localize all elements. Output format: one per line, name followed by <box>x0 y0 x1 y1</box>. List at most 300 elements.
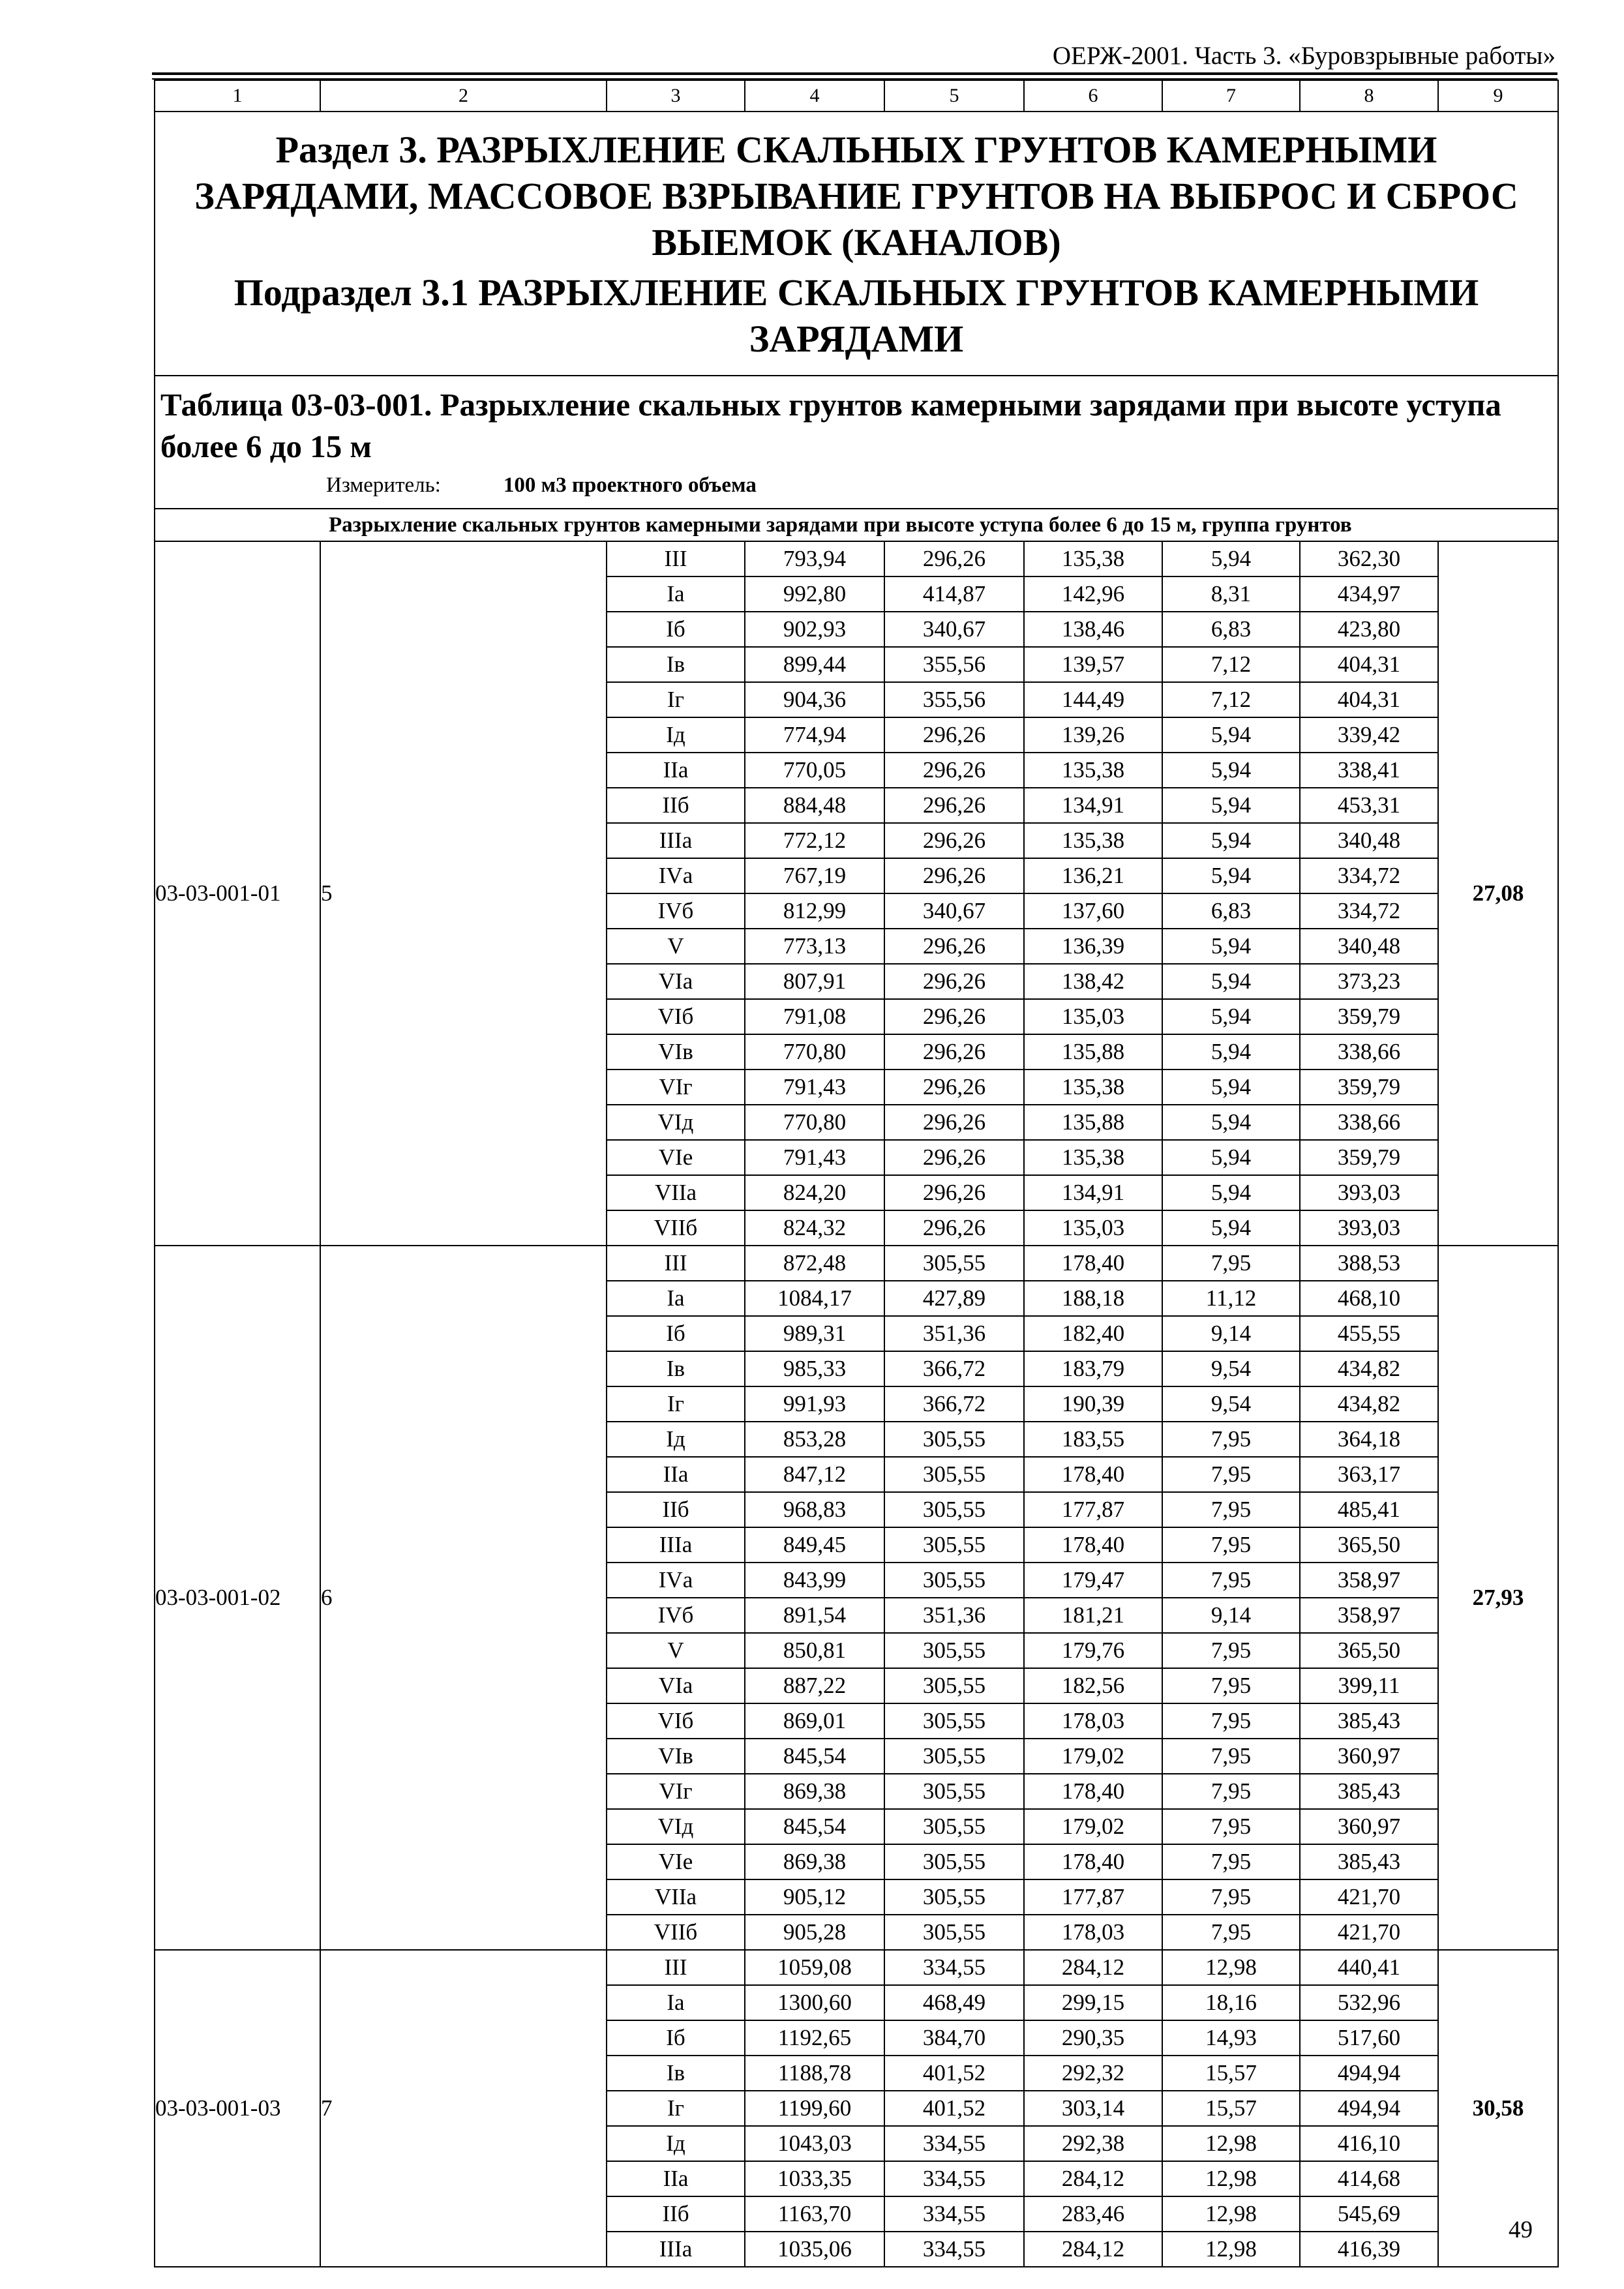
cost-value: 845,54 <box>745 1739 884 1774</box>
norm-code: 03-03-001-03 <box>155 1950 320 2267</box>
soil-group: VIв <box>607 1739 745 1774</box>
soil-group: IVа <box>607 1563 745 1598</box>
soil-group: III <box>607 541 745 576</box>
cost-value: 340,67 <box>884 893 1024 929</box>
cost-value: 6,83 <box>1162 893 1300 929</box>
meter-label: Измеритель: <box>326 473 441 497</box>
table-title-row <box>155 376 1558 509</box>
cost-value: 414,68 <box>1300 2161 1438 2196</box>
cost-value: 178,03 <box>1024 1703 1162 1739</box>
cost-value: 179,02 <box>1024 1809 1162 1844</box>
cost-value: 770,05 <box>745 753 884 788</box>
cost-value: 7,95 <box>1162 1668 1300 1703</box>
cost-value: 305,55 <box>884 1844 1024 1879</box>
column-number: 7 <box>1162 80 1300 112</box>
cost-value: 305,55 <box>884 1563 1024 1598</box>
soil-group: VIв <box>607 1034 745 1070</box>
soil-group: VIIа <box>607 1879 745 1915</box>
soil-group: IIIа <box>607 823 745 858</box>
cost-value: 355,56 <box>884 682 1024 717</box>
column-number-row <box>155 80 1558 112</box>
cost-value: 1084,17 <box>745 1281 884 1316</box>
cost-value: 8,31 <box>1162 576 1300 612</box>
cost-value: 138,42 <box>1024 964 1162 999</box>
soil-group: VIе <box>607 1844 745 1879</box>
soil-group: IIIа <box>607 2232 745 2267</box>
cost-value: 303,14 <box>1024 2091 1162 2126</box>
cost-value: 9,54 <box>1162 1386 1300 1422</box>
cost-value: 136,39 <box>1024 929 1162 964</box>
cost-value: 142,96 <box>1024 576 1162 612</box>
cost-value: 869,01 <box>745 1703 884 1739</box>
cost-value: 434,82 <box>1300 1386 1438 1422</box>
cost-value: 334,72 <box>1300 858 1438 893</box>
cost-value: 517,60 <box>1300 2020 1438 2056</box>
cost-value: 334,55 <box>884 1950 1024 1985</box>
cost-value: 296,26 <box>884 1034 1024 1070</box>
cost-value: 1043,03 <box>745 2126 884 2161</box>
cost-value: 183,55 <box>1024 1422 1162 1457</box>
cost-value: 338,66 <box>1300 1034 1438 1070</box>
cost-value: 296,26 <box>884 929 1024 964</box>
soil-group: VIб <box>607 999 745 1034</box>
section-title-row <box>155 112 1558 376</box>
cost-value: 11,12 <box>1162 1281 1300 1316</box>
cost-value: 305,55 <box>884 1422 1024 1457</box>
cost-value: 135,03 <box>1024 999 1162 1034</box>
cost-value: 824,20 <box>745 1175 884 1210</box>
cost-value: 178,40 <box>1024 1457 1162 1492</box>
cost-value: 468,49 <box>884 1985 1024 2020</box>
cost-value: 416,39 <box>1300 2232 1438 2267</box>
cost-value: 5,94 <box>1162 999 1300 1034</box>
section-title: Раздел 3. РАЗРЫХЛЕНИЕ СКАЛЬНЫХ ГРУНТОВ КАМЕРНЫМИ ЗАРЯДАМИ, МАССОВОЕ ВЗРЫВАНИЕ ГРУНТОВ НА ВЫБРОС И СБРОС ВЫЕМОК (КАНАЛОВ) <box>194 128 1518 263</box>
cost-value: 364,18 <box>1300 1422 1438 1457</box>
cost-value: 139,57 <box>1024 647 1162 682</box>
soil-group: VIг <box>607 1070 745 1105</box>
table-title-cell <box>155 376 1558 509</box>
cost-value: 292,38 <box>1024 2126 1162 2161</box>
cost-value: 388,53 <box>1300 1246 1438 1281</box>
cost-value: 296,26 <box>884 541 1024 576</box>
cost-value: 182,56 <box>1024 1668 1162 1703</box>
cost-value: 6,83 <box>1162 612 1300 647</box>
soil-group: Iг <box>607 2091 745 2126</box>
cost-value: 899,44 <box>745 647 884 682</box>
soil-group: III <box>607 1246 745 1281</box>
cost-value: 296,26 <box>884 858 1024 893</box>
cost-value: 136,21 <box>1024 858 1162 893</box>
cost-value: 340,48 <box>1300 929 1438 964</box>
section-title-cell <box>155 112 1558 376</box>
cost-value: 807,91 <box>745 964 884 999</box>
cost-value: 404,31 <box>1300 647 1438 682</box>
cost-value: 305,55 <box>884 1527 1024 1563</box>
cost-value: 401,52 <box>884 2091 1024 2126</box>
cost-value: 296,26 <box>884 1175 1024 1210</box>
cost-value: 365,50 <box>1300 1527 1438 1563</box>
running-header: ОЕРЖ-2001. Часть 3. «Буровзрывные работы» <box>1052 42 1556 70</box>
cost-value: 872,48 <box>745 1246 884 1281</box>
cost-value: 1188,78 <box>745 2056 884 2091</box>
cost-value: 7,95 <box>1162 1703 1300 1739</box>
cost-value: 296,26 <box>884 964 1024 999</box>
cost-value: 824,32 <box>745 1210 884 1246</box>
cost-value: 401,52 <box>884 2056 1024 2091</box>
cost-value: 135,38 <box>1024 1070 1162 1105</box>
cost-value: 135,03 <box>1024 1210 1162 1246</box>
cost-value: 292,32 <box>1024 2056 1162 2091</box>
cost-value: 12,98 <box>1162 2126 1300 2161</box>
cost-value: 359,79 <box>1300 1140 1438 1175</box>
cost-value: 363,17 <box>1300 1457 1438 1492</box>
cost-value: 7,12 <box>1162 647 1300 682</box>
cost-value: 139,26 <box>1024 717 1162 753</box>
cost-value: 7,95 <box>1162 1246 1300 1281</box>
meter-line <box>160 473 1552 498</box>
cost-value: 416,10 <box>1300 2126 1438 2161</box>
cost-value: 845,54 <box>745 1809 884 1844</box>
cost-value: 296,26 <box>884 1070 1024 1105</box>
cost-value: 338,41 <box>1300 753 1438 788</box>
cost-value: 299,15 <box>1024 1985 1162 2020</box>
table-row <box>155 541 1558 576</box>
cost-value: 455,55 <box>1300 1316 1438 1351</box>
cost-value: 135,38 <box>1024 1140 1162 1175</box>
cost-value: 7,95 <box>1162 1739 1300 1774</box>
cost-value: 9,14 <box>1162 1316 1300 1351</box>
cost-value: 545,69 <box>1300 2196 1438 2232</box>
cost-value: 770,80 <box>745 1105 884 1140</box>
cost-value: 177,87 <box>1024 1879 1162 1915</box>
soil-group: VIе <box>607 1140 745 1175</box>
cost-value: 340,67 <box>884 612 1024 647</box>
cost-value: 791,43 <box>745 1140 884 1175</box>
cost-value: 340,48 <box>1300 823 1438 858</box>
cost-value: 989,31 <box>745 1316 884 1351</box>
cost-value: 494,94 <box>1300 2091 1438 2126</box>
cost-value: 305,55 <box>884 1739 1024 1774</box>
cost-value: 179,02 <box>1024 1739 1162 1774</box>
cost-value: 365,50 <box>1300 1633 1438 1668</box>
cost-value: 385,43 <box>1300 1703 1438 1739</box>
soil-group: Iб <box>607 612 745 647</box>
soil-group: IIа <box>607 1457 745 1492</box>
column-number: 9 <box>1438 80 1558 112</box>
soil-group: IIа <box>607 753 745 788</box>
cost-value: 188,18 <box>1024 1281 1162 1316</box>
cost-value: 434,97 <box>1300 576 1438 612</box>
cost-value: 14,93 <box>1162 2020 1300 2056</box>
column-9-value: 27,93 <box>1438 1246 1558 1950</box>
cost-value: 404,31 <box>1300 682 1438 717</box>
cost-value: 1035,06 <box>745 2232 884 2267</box>
cost-value: 904,36 <box>745 682 884 717</box>
cost-value: 399,11 <box>1300 1668 1438 1703</box>
cost-value: 5,94 <box>1162 858 1300 893</box>
soil-group: IIIа <box>607 1527 745 1563</box>
cost-value: 135,38 <box>1024 823 1162 858</box>
cost-value: 283,46 <box>1024 2196 1162 2232</box>
cost-value: 7,95 <box>1162 1879 1300 1915</box>
cost-value: 190,39 <box>1024 1386 1162 1422</box>
cost-value: 7,95 <box>1162 1527 1300 1563</box>
cost-value: 7,95 <box>1162 1492 1300 1527</box>
cost-value: 178,40 <box>1024 1844 1162 1879</box>
cost-value: 884,48 <box>745 788 884 823</box>
table-row <box>155 1246 1558 1281</box>
cost-value: 991,93 <box>745 1386 884 1422</box>
cost-value: 358,97 <box>1300 1598 1438 1633</box>
cost-value: 393,03 <box>1300 1175 1438 1210</box>
cost-value: 968,83 <box>745 1492 884 1527</box>
cost-value: 351,36 <box>884 1598 1024 1633</box>
cost-value: 15,57 <box>1162 2056 1300 2091</box>
soil-group: IVб <box>607 893 745 929</box>
cost-value: 5,94 <box>1162 1210 1300 1246</box>
cost-value: 334,55 <box>884 2232 1024 2267</box>
cost-value: 334,55 <box>884 2161 1024 2196</box>
cost-value: 362,30 <box>1300 541 1438 576</box>
cost-value: 178,40 <box>1024 1246 1162 1281</box>
soil-group: VIд <box>607 1809 745 1844</box>
cost-value: 767,19 <box>745 858 884 893</box>
cost-value: 366,72 <box>884 1351 1024 1386</box>
cost-value: 414,87 <box>884 576 1024 612</box>
soil-group: Iа <box>607 1985 745 2020</box>
cost-value: 7,95 <box>1162 1915 1300 1950</box>
cost-value: 134,91 <box>1024 788 1162 823</box>
cost-value: 847,12 <box>745 1457 884 1492</box>
soil-group: Iв <box>607 647 745 682</box>
cost-value: 7,95 <box>1162 1774 1300 1809</box>
cost-value: 177,87 <box>1024 1492 1162 1527</box>
cost-value: 284,12 <box>1024 2232 1162 2267</box>
cost-value: 5,94 <box>1162 788 1300 823</box>
cost-value: 869,38 <box>745 1844 884 1879</box>
cost-value: 366,72 <box>884 1386 1024 1422</box>
cost-value: 12,98 <box>1162 2232 1300 2267</box>
soil-group: Iа <box>607 576 745 612</box>
cost-value: 179,47 <box>1024 1563 1162 1598</box>
cost-value: 532,96 <box>1300 1985 1438 2020</box>
soil-group: VIг <box>607 1774 745 1809</box>
cost-value: 774,94 <box>745 717 884 753</box>
cost-value: 181,21 <box>1024 1598 1162 1633</box>
cost-value: 7,95 <box>1162 1457 1300 1492</box>
cost-value: 359,79 <box>1300 1070 1438 1105</box>
soil-group: Iд <box>607 1422 745 1457</box>
cost-value: 891,54 <box>745 1598 884 1633</box>
soil-group: III <box>607 1950 745 1985</box>
cost-value: 358,97 <box>1300 1563 1438 1598</box>
cost-value: 284,12 <box>1024 1950 1162 1985</box>
cost-value: 18,16 <box>1162 1985 1300 2020</box>
cost-value: 134,91 <box>1024 1175 1162 1210</box>
soil-group: V <box>607 929 745 964</box>
cost-value: 296,26 <box>884 1210 1024 1246</box>
cost-value: 12,98 <box>1162 2161 1300 2196</box>
page-number: 49 <box>1509 2217 1533 2243</box>
cost-value: 7,95 <box>1162 1563 1300 1598</box>
soil-group: Iд <box>607 2126 745 2161</box>
cost-value: 12,98 <box>1162 1950 1300 1985</box>
soil-group: VIб <box>607 1703 745 1739</box>
soil-group: Iв <box>607 2056 745 2091</box>
cost-value: 178,03 <box>1024 1915 1162 1950</box>
cost-value: 772,12 <box>745 823 884 858</box>
soil-group: Iг <box>607 1386 745 1422</box>
cost-value: 305,55 <box>884 1879 1024 1915</box>
cost-value: 453,31 <box>1300 788 1438 823</box>
cost-value: 421,70 <box>1300 1879 1438 1915</box>
column-number: 2 <box>320 80 607 112</box>
column-9-value: 27,08 <box>1438 541 1558 1246</box>
cost-value: 9,14 <box>1162 1598 1300 1633</box>
soil-group: VIIб <box>607 1210 745 1246</box>
cost-value: 179,76 <box>1024 1633 1162 1668</box>
soil-group: Iб <box>607 2020 745 2056</box>
cost-value: 7,12 <box>1162 682 1300 717</box>
cost-value: 305,55 <box>884 1703 1024 1739</box>
column-number: 4 <box>745 80 884 112</box>
cost-value: 137,60 <box>1024 893 1162 929</box>
cost-value: 7,95 <box>1162 1844 1300 1879</box>
soil-group: Iа <box>607 1281 745 1316</box>
cost-value: 770,80 <box>745 1034 884 1070</box>
cost-value: 812,99 <box>745 893 884 929</box>
norm-column-2-value: 6 <box>320 1246 607 1950</box>
cost-value: 5,94 <box>1162 1105 1300 1140</box>
meter-value: 100 м3 проектного объема <box>503 473 757 497</box>
cost-value: 135,88 <box>1024 1105 1162 1140</box>
cost-value: 334,72 <box>1300 893 1438 929</box>
soil-group: Iд <box>607 717 745 753</box>
soil-group: V <box>607 1633 745 1668</box>
cost-value: 494,94 <box>1300 2056 1438 2091</box>
cost-value: 384,70 <box>884 2020 1024 2056</box>
cost-value: 351,36 <box>884 1316 1024 1351</box>
cost-value: 5,94 <box>1162 717 1300 753</box>
column-number: 1 <box>155 80 320 112</box>
soil-group: Iв <box>607 1351 745 1386</box>
cost-value: 5,94 <box>1162 1175 1300 1210</box>
cost-value: 305,55 <box>884 1915 1024 1950</box>
column-number: 3 <box>607 80 745 112</box>
group-caption-row <box>155 509 1558 541</box>
cost-value: 360,97 <box>1300 1809 1438 1844</box>
cost-value: 393,03 <box>1300 1210 1438 1246</box>
cost-value: 423,80 <box>1300 612 1438 647</box>
cost-value: 182,40 <box>1024 1316 1162 1351</box>
cost-value: 853,28 <box>745 1422 884 1457</box>
cost-value: 7,95 <box>1162 1633 1300 1668</box>
cost-value: 468,10 <box>1300 1281 1438 1316</box>
cost-value: 850,81 <box>745 1633 884 1668</box>
cost-value: 334,55 <box>884 2126 1024 2161</box>
norm-column-2-value: 5 <box>320 541 607 1246</box>
cost-value: 849,45 <box>745 1527 884 1563</box>
soil-group: VIIб <box>607 1915 745 1950</box>
cost-value: 440,41 <box>1300 1950 1438 1985</box>
cost-value: 5,94 <box>1162 753 1300 788</box>
cost-value: 1300,60 <box>745 1985 884 2020</box>
cost-value: 135,38 <box>1024 753 1162 788</box>
cost-value: 305,55 <box>884 1492 1024 1527</box>
cost-value: 296,26 <box>884 788 1024 823</box>
cost-value: 791,43 <box>745 1070 884 1105</box>
cost-value: 1199,60 <box>745 2091 884 2126</box>
cost-value: 305,55 <box>884 1457 1024 1492</box>
soil-group: IIб <box>607 2196 745 2232</box>
cost-value: 485,41 <box>1300 1492 1438 1527</box>
cost-value: 296,26 <box>884 717 1024 753</box>
cost-value: 144,49 <box>1024 682 1162 717</box>
norm-column-2-value: 7 <box>320 1950 607 2267</box>
cost-value: 296,26 <box>884 823 1024 858</box>
cost-value: 5,94 <box>1162 929 1300 964</box>
cost-value: 9,54 <box>1162 1351 1300 1386</box>
cost-value: 7,95 <box>1162 1809 1300 1844</box>
cost-value: 296,26 <box>884 753 1024 788</box>
cost-value: 5,94 <box>1162 823 1300 858</box>
cost-value: 360,97 <box>1300 1739 1438 1774</box>
cost-value: 290,35 <box>1024 2020 1162 2056</box>
cost-value: 5,94 <box>1162 964 1300 999</box>
soil-group: IIб <box>607 1492 745 1527</box>
soil-group: IVа <box>607 858 745 893</box>
cost-value: 178,40 <box>1024 1774 1162 1809</box>
column-number: 5 <box>884 80 1024 112</box>
header-rule <box>152 72 1557 75</box>
cost-value: 138,46 <box>1024 612 1162 647</box>
cost-value: 992,80 <box>745 576 884 612</box>
cost-value: 843,99 <box>745 1563 884 1598</box>
cost-value: 1163,70 <box>745 2196 884 2232</box>
cost-value: 12,98 <box>1162 2196 1300 2232</box>
cost-value: 5,94 <box>1162 1034 1300 1070</box>
soil-group: VIа <box>607 964 745 999</box>
soil-group: Iг <box>607 682 745 717</box>
cost-value: 296,26 <box>884 1105 1024 1140</box>
cost-value: 296,26 <box>884 1140 1024 1175</box>
cost-value: 5,94 <box>1162 1070 1300 1105</box>
soil-group: IVб <box>607 1598 745 1633</box>
cost-value: 5,94 <box>1162 1140 1300 1175</box>
cost-value: 296,26 <box>884 999 1024 1034</box>
cost-value: 887,22 <box>745 1668 884 1703</box>
cost-value: 985,33 <box>745 1351 884 1386</box>
cost-value: 305,55 <box>884 1774 1024 1809</box>
cost-value: 869,38 <box>745 1774 884 1809</box>
cost-value: 427,89 <box>884 1281 1024 1316</box>
cost-value: 373,23 <box>1300 964 1438 999</box>
cost-value: 385,43 <box>1300 1774 1438 1809</box>
soil-group: IIб <box>607 788 745 823</box>
cost-value: 385,43 <box>1300 1844 1438 1879</box>
cost-value: 183,79 <box>1024 1351 1162 1386</box>
cost-value: 793,94 <box>745 541 884 576</box>
subsection-title: Подраздел 3.1 РАЗРЫХЛЕНИЕ СКАЛЬНЫХ ГРУНТОВ КАМЕРНЫМИ ЗАРЯДАМИ <box>233 271 1479 360</box>
cost-value: 339,42 <box>1300 717 1438 753</box>
cost-value: 902,93 <box>745 612 884 647</box>
cost-value: 1033,35 <box>745 2161 884 2196</box>
cost-value: 284,12 <box>1024 2161 1162 2196</box>
soil-group: IIа <box>607 2161 745 2196</box>
column-9-value: 30,58 <box>1438 1950 1558 2267</box>
cost-value: 905,12 <box>745 1879 884 1915</box>
cost-value: 338,66 <box>1300 1105 1438 1140</box>
